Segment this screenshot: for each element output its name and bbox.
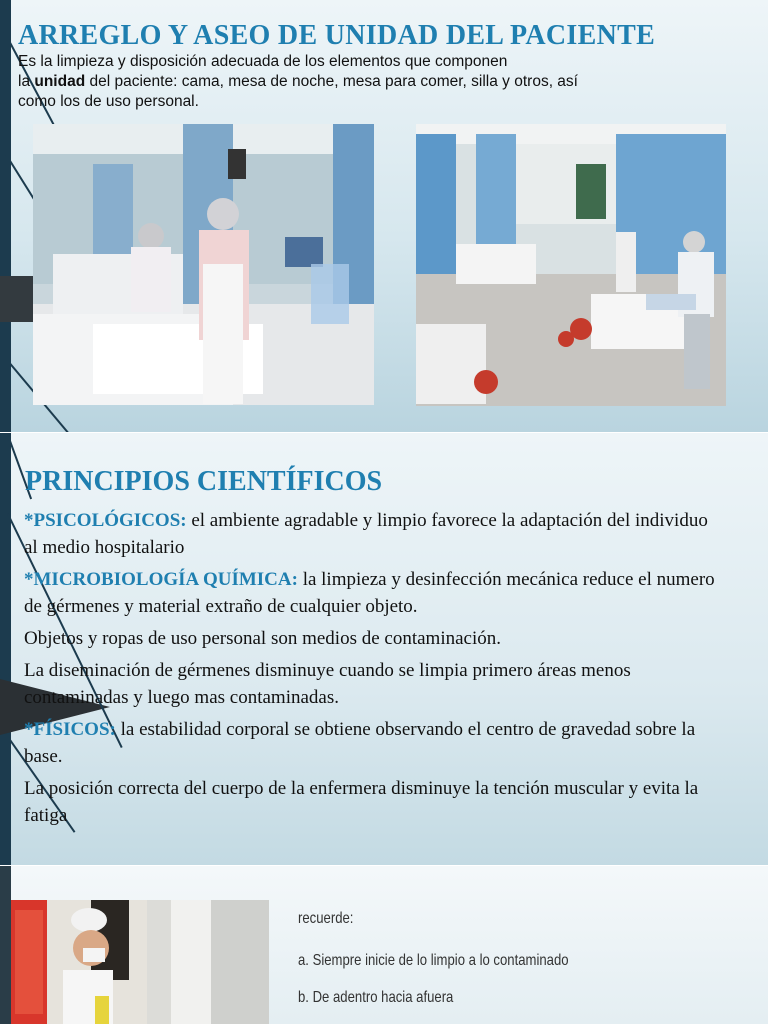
remind-title: recuerde:: [298, 910, 354, 927]
principle-label: *PSICOLÓGICOS:: [24, 510, 187, 531]
intro-line: Es la limpieza y disposición adecuada de los elementos que componen: [18, 53, 508, 70]
nurse-cleaning-hospital-bed-photo: [33, 124, 374, 405]
intro-paragraph: [18, 52, 728, 112]
hospital-ward-cleaning-photo: [416, 124, 726, 406]
principle-microbiology: [24, 566, 724, 620]
slide-2: [0, 433, 768, 865]
principle-text: el ambiente agradable y limpio favorece la adaptación del individuo al medio hospitalario: [24, 510, 708, 558]
nurse-cleaning-photo: [11, 900, 269, 1024]
intro-text: del paciente: cama, mesa de noche, mesa para comer, silla y otros, así: [85, 73, 578, 90]
intro-bold-word: unidad: [34, 73, 86, 90]
remind-item-a: a. Siempre inicie de lo limpio a lo contaminado: [298, 952, 569, 969]
intro-line: [18, 72, 728, 92]
principle-text: La diseminación de gérmenes disminuye cuando se limpia primero áreas menos contaminadas y luego mas contaminadas.: [24, 660, 631, 708]
left-accent-bar: [0, 433, 11, 865]
left-accent-bar: [0, 866, 11, 1024]
left-accent-bar: [0, 0, 11, 432]
dark-side-tab: [0, 276, 34, 322]
slide-title: ARREGLO Y ASEO DE UNIDAD DEL PACIENTE: [18, 20, 656, 51]
principle-text: La posición correcta del cuerpo de la enfermera disminuye la tención muscular y evita la fatiga: [24, 778, 699, 826]
slide-3: [0, 866, 768, 1024]
principle-text: la limpieza y desinfección mecánica reduce el numero de gérmenes y material extraño de cualquier objeto.: [24, 569, 715, 617]
principles-list: [24, 507, 724, 834]
principle-label: *FÍSICOS:: [24, 719, 116, 740]
remind-item-b: b. De adentro hacia afuera: [298, 989, 454, 1006]
intro-text: la: [18, 73, 35, 90]
principle-physical: [24, 716, 724, 770]
principle-text: la estabilidad corporal se obtiene observando el centro de gravedad sobre la base.: [24, 719, 696, 767]
principle-text: Objetos y ropas de uso personal son medios de contaminación.: [24, 628, 502, 649]
principle-psychological: [24, 507, 724, 561]
principle-label: *MICROBIOLOGÍA QUÍMICA:: [24, 569, 298, 590]
section-title: PRINCIPIOS CIENTÍFICOS: [25, 466, 383, 497]
slide-1: [0, 0, 768, 432]
intro-line: como los de uso personal.: [18, 93, 199, 110]
